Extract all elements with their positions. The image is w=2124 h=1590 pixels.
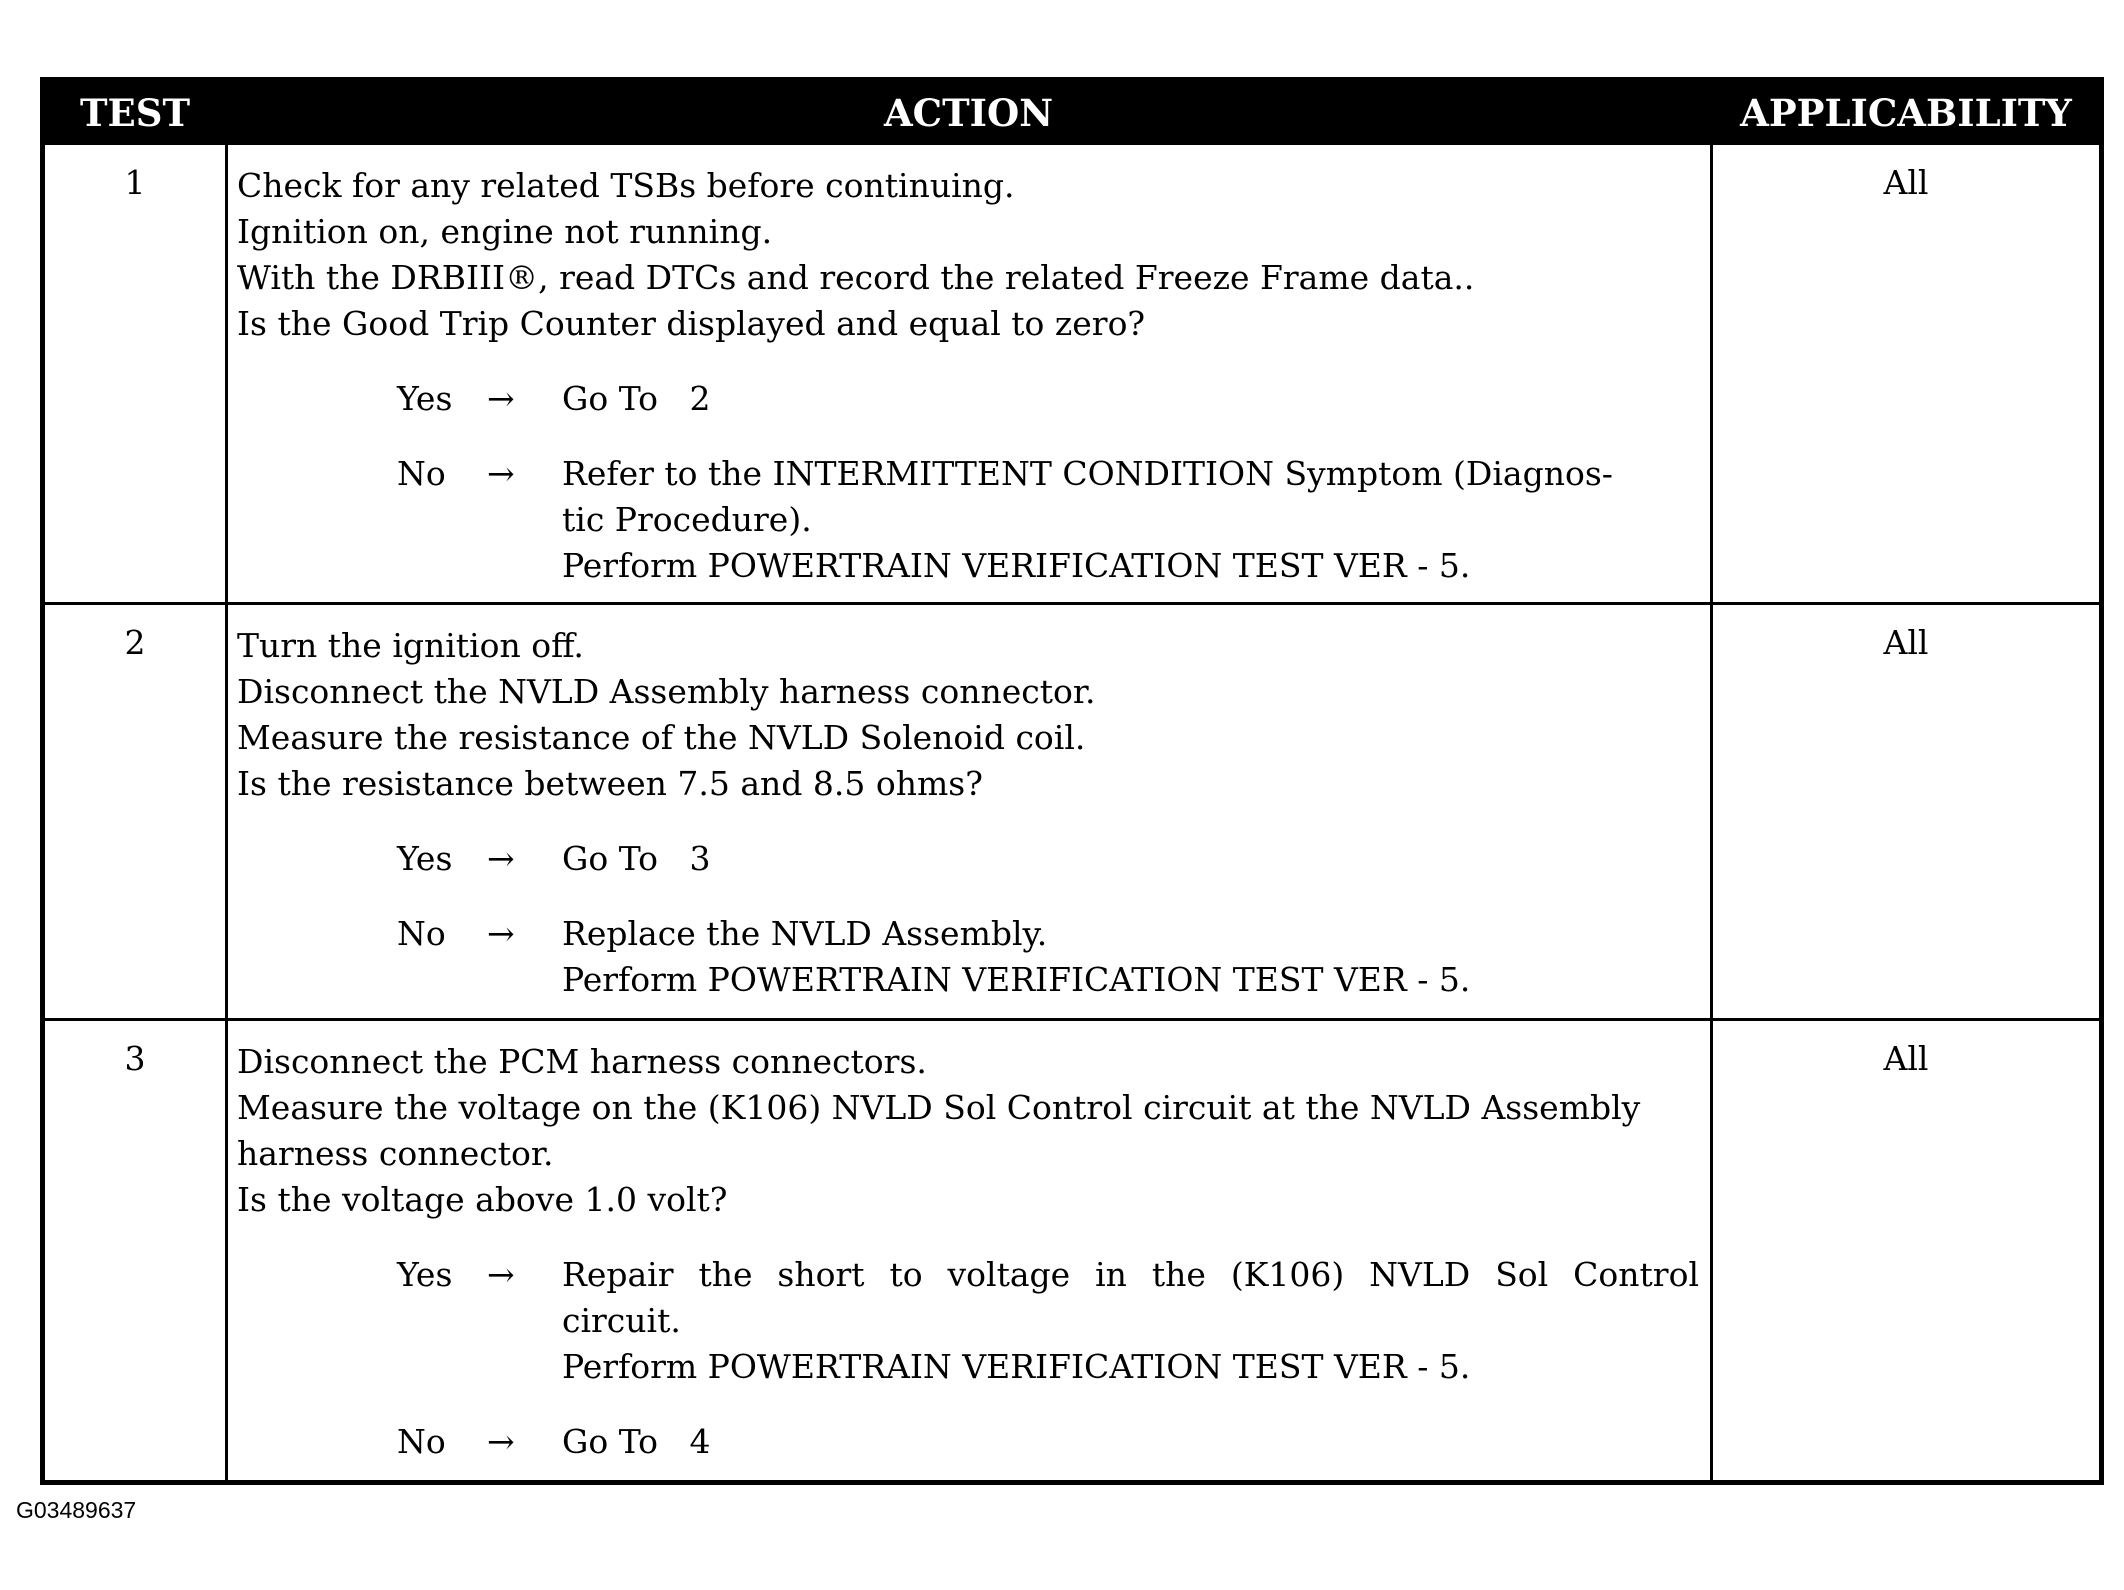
no-branch [237,911,1699,1003]
no-label: No [397,1422,446,1461]
action-line: Is the resistance between 7.5 and 8.5 ohms? [237,764,983,803]
yes-result: Repair the short to voltage in the (K106) NVLD Sol Control [562,1255,1699,1294]
applicability-value: All [1883,623,1929,662]
applicability-value: All [1883,1039,1929,1078]
arrow-icon: → [487,1255,515,1294]
action-line: Disconnect the NVLD Assembly harness connector. [237,672,1096,711]
arrow-icon: → [487,1422,515,1461]
no-result: Replace the NVLD Assembly. [562,914,1048,953]
table-row [45,605,2099,1018]
no-branch [237,1419,1699,1465]
yes-result: Go To 2 [562,379,711,418]
action-line: With the DRBIII®, read DTCs and record the related Freeze Frame data.. [237,258,1475,297]
action-line: harness connector. [237,1134,554,1173]
test-number: 3 [124,1039,146,1078]
action-line: Measure the voltage on the (K106) NVLD Sol Control circuit at the NVLD Assembly [237,1088,1641,1127]
no-result: Go To 4 [562,1422,711,1461]
yes-result: Go To 3 [562,839,711,878]
yes-label: Yes [397,379,453,418]
table-header [45,82,2099,145]
no-label: No [397,454,446,493]
action-cell [237,623,1699,1003]
no-result: Perform POWERTRAIN VERIFICATION TEST VER - 5. [562,546,1471,585]
no-result: Refer to the INTERMITTENT CONDITION Symptom (Diagnos- [562,454,1613,493]
no-branch [237,451,1699,589]
no-label: No [397,914,446,953]
table-row [45,1021,2099,1480]
action-line: Disconnect the PCM harness connectors. [237,1042,927,1081]
applicability-value: All [1883,163,1929,202]
action-line: Ignition on, engine not running. [237,212,773,251]
no-result: Perform POWERTRAIN VERIFICATION TEST VER - 5. [562,960,1471,999]
arrow-icon: → [487,454,515,493]
diagnostic-test-table [40,77,2104,1485]
yes-result: circuit. [562,1301,681,1340]
test-number: 1 [124,163,146,202]
yes-label: Yes [397,839,453,878]
test-number: 2 [124,623,146,662]
header-test: TEST [80,91,190,135]
arrow-icon: → [487,839,515,878]
action-line: Check for any related TSBs before continuing. [237,166,1015,205]
action-line: Turn the ignition off. [237,626,584,665]
yes-label: Yes [397,1255,453,1294]
action-line: Measure the resistance of the NVLD Solenoid coil. [237,718,1086,757]
no-result: tic Procedure). [562,500,812,539]
yes-branch [237,376,1699,422]
action-line: Is the voltage above 1.0 volt? [237,1180,728,1219]
arrow-icon: → [487,379,515,418]
action-line: Is the Good Trip Counter displayed and equal to zero? [237,304,1146,343]
arrow-icon: → [487,914,515,953]
yes-branch [237,836,1699,882]
figure-id: G03489637 [16,1497,137,1523]
table-row [45,145,2099,602]
header-action: ACTION [883,91,1054,135]
action-cell [237,163,1699,589]
yes-result: Perform POWERTRAIN VERIFICATION TEST VER - 5. [562,1347,1471,1386]
action-cell [237,1039,1699,1465]
yes-branch [237,1252,1699,1390]
header-applicability: APPLICABILITY [1740,91,2072,135]
